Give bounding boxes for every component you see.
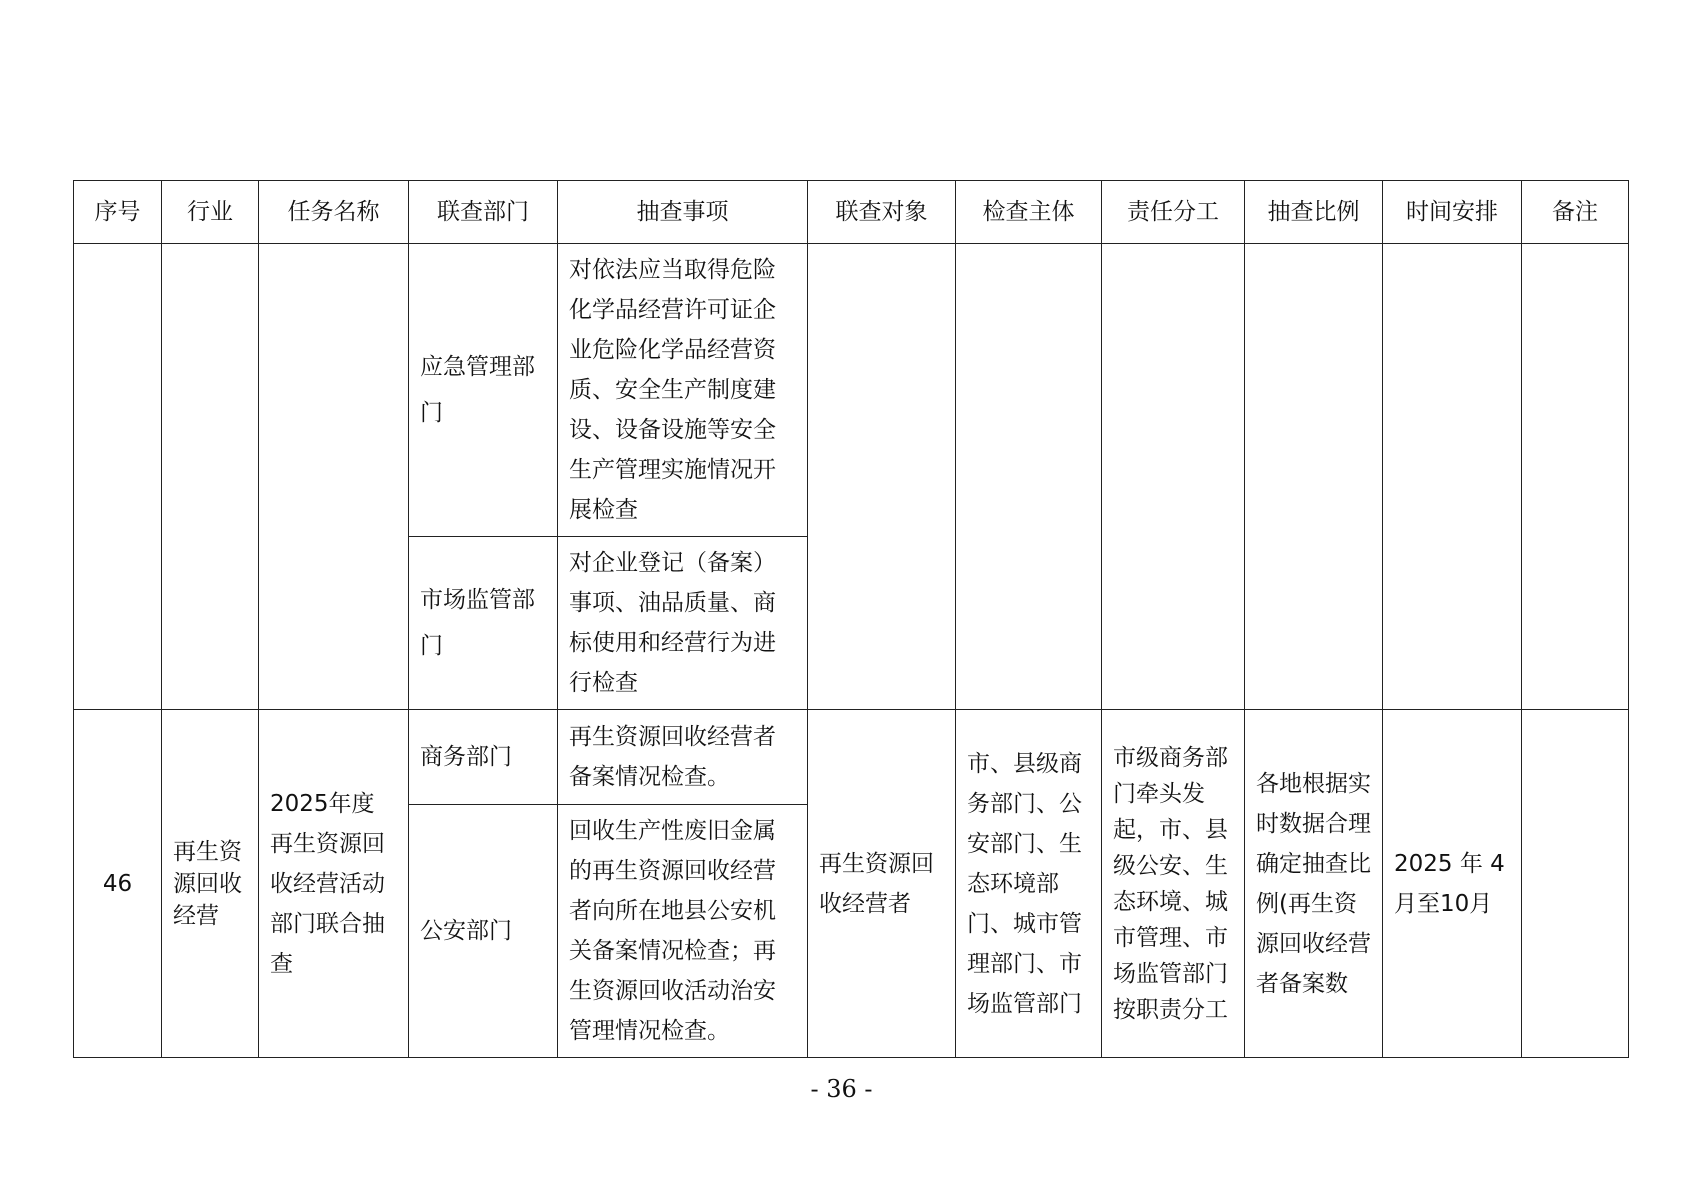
item-police: 回收生产性废旧金属的再生资源回收经营者向所在地县公安机关备案情况检查；再生资源回收活动治安管理情况检查。 [558, 805, 808, 1058]
header-cell: 联查部门 [409, 181, 558, 244]
header-cell: 序号 [74, 181, 162, 244]
remark-cell [1522, 710, 1629, 1058]
cell-empty [1522, 244, 1629, 710]
dept-emergency: 应急管理部门 [409, 244, 558, 537]
item-commerce: 再生资源回收经营者备案情况检查。 [558, 710, 808, 805]
dept-commerce: 商务部门 [409, 710, 558, 805]
header-cell: 行业 [162, 181, 259, 244]
page-number: - 36 - [810, 1075, 873, 1103]
header-cell: 检查主体 [956, 181, 1102, 244]
header-cell: 时间安排 [1383, 181, 1522, 244]
cell-empty [956, 244, 1102, 710]
header-cell: 责任分工 [1102, 181, 1245, 244]
target-cell: 再生资源回收经营者 [808, 710, 956, 1058]
header-cell: 抽查事项 [558, 181, 808, 244]
item-market: 对企业登记（备案）事项、油品质量、商标使用和经营行为进行检查 [558, 537, 808, 710]
cell-empty [74, 244, 162, 710]
dept-police: 公安部门 [409, 805, 558, 1058]
cell-empty [1245, 244, 1383, 710]
table-row [74, 244, 1629, 537]
cell-empty [162, 244, 259, 710]
row-number: 46 [74, 710, 162, 1058]
inspection-table [73, 180, 1629, 1058]
industry-cell: 再生资源回收经营 [162, 710, 259, 1058]
header-cell: 任务名称 [259, 181, 409, 244]
header-row [74, 181, 1629, 244]
header-cell: 联查对象 [808, 181, 956, 244]
schedule-cell: 2025 年 4月至10月 [1383, 710, 1522, 1058]
ratio-cell: 各地根据实时数据合理确定抽查比例(再生资源回收经营者备案数 [1245, 710, 1383, 1058]
task-name-cell: 2025年度再生资源回收经营活动部门联合抽查 [259, 710, 409, 1058]
header-cell: 抽查比例 [1245, 181, 1383, 244]
dept-market: 市场监管部门 [409, 537, 558, 710]
cell-empty [808, 244, 956, 710]
subject-cell: 市、县级商务部门、公安部门、生态环境部门、城市管理部门、市场监管部门 [956, 710, 1102, 1058]
cell-empty [259, 244, 409, 710]
header-cell: 备注 [1522, 181, 1629, 244]
cell-empty [1102, 244, 1245, 710]
item-emergency: 对依法应当取得危险化学品经营许可证企业危险化学品经营资质、安全生产制度建设、设备设施等安全生产管理实施情况开展检查 [558, 244, 808, 537]
cell-empty [1383, 244, 1522, 710]
table-row [74, 710, 1629, 805]
responsibility-cell: 市级商务部门牵头发起，市、县级公安、生态环境、城市管理、市场监管部门按职责分工 [1102, 710, 1245, 1058]
